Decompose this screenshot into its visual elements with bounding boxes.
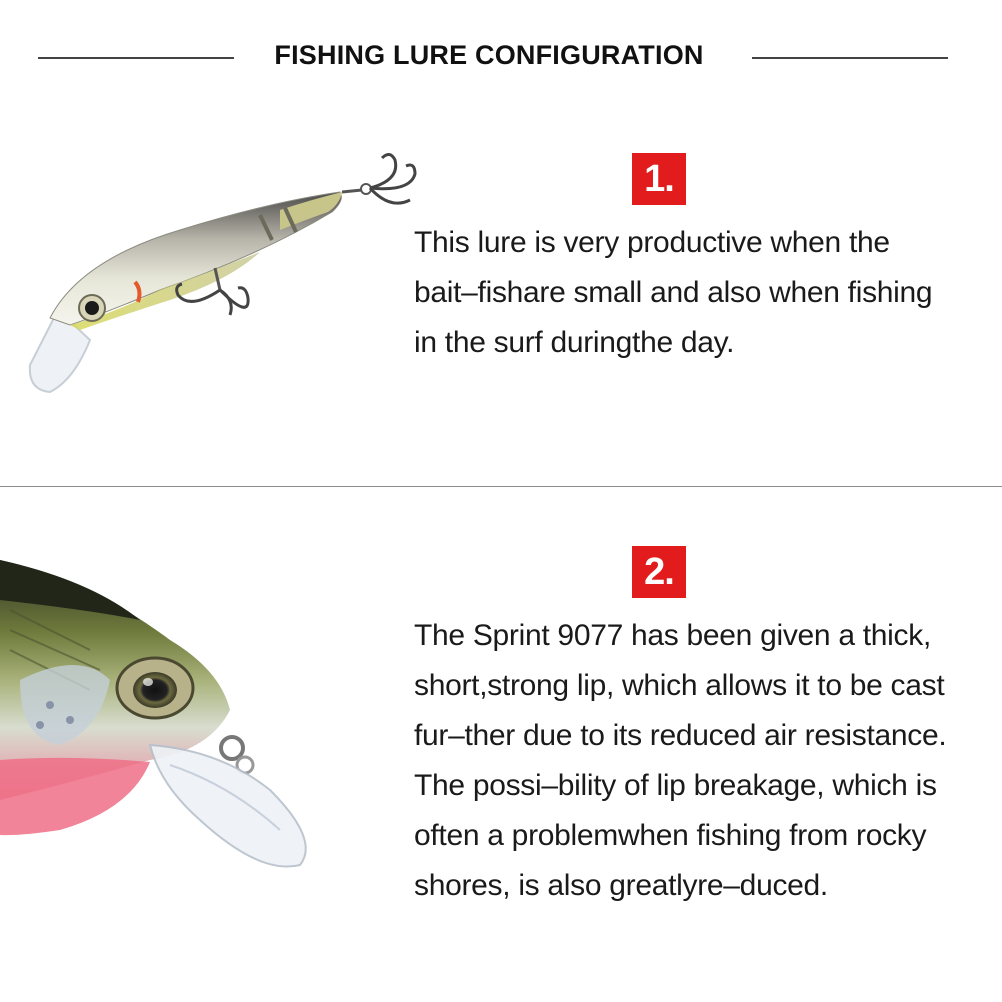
description-line: This lure is very productive when the (414, 226, 890, 259)
page-title: FISHING LURE CONFIGURATION (274, 40, 704, 70)
section-1-description (414, 218, 932, 368)
description-line: bait–fishare small and also when fishing (414, 276, 933, 309)
description-line: The possi–bility of lip breakage, which is (414, 769, 937, 802)
description-line: short,strong lip, which allows it to be cast (414, 669, 945, 702)
description-line: The Sprint 9077 has been given a thick, (414, 619, 931, 652)
section-2-number-badge: 2. (632, 546, 686, 598)
description-line: shores, is also greatlyre–duced. (414, 869, 828, 902)
description-line: often a problemwhen fishing from rocky (414, 819, 927, 852)
header-rule-right (752, 57, 948, 59)
header-rule-left (38, 57, 234, 59)
fishing-lure-closeup-image (0, 530, 330, 890)
section-1-number-badge: 1. (632, 153, 686, 205)
section-divider (0, 486, 1002, 487)
description-line: in the surf duringthe day. (414, 326, 735, 359)
section-2-description (414, 611, 946, 911)
description-line: fur–ther due to its reduced air resistance. (414, 719, 947, 752)
fishing-lure-minnow-image (10, 140, 450, 410)
